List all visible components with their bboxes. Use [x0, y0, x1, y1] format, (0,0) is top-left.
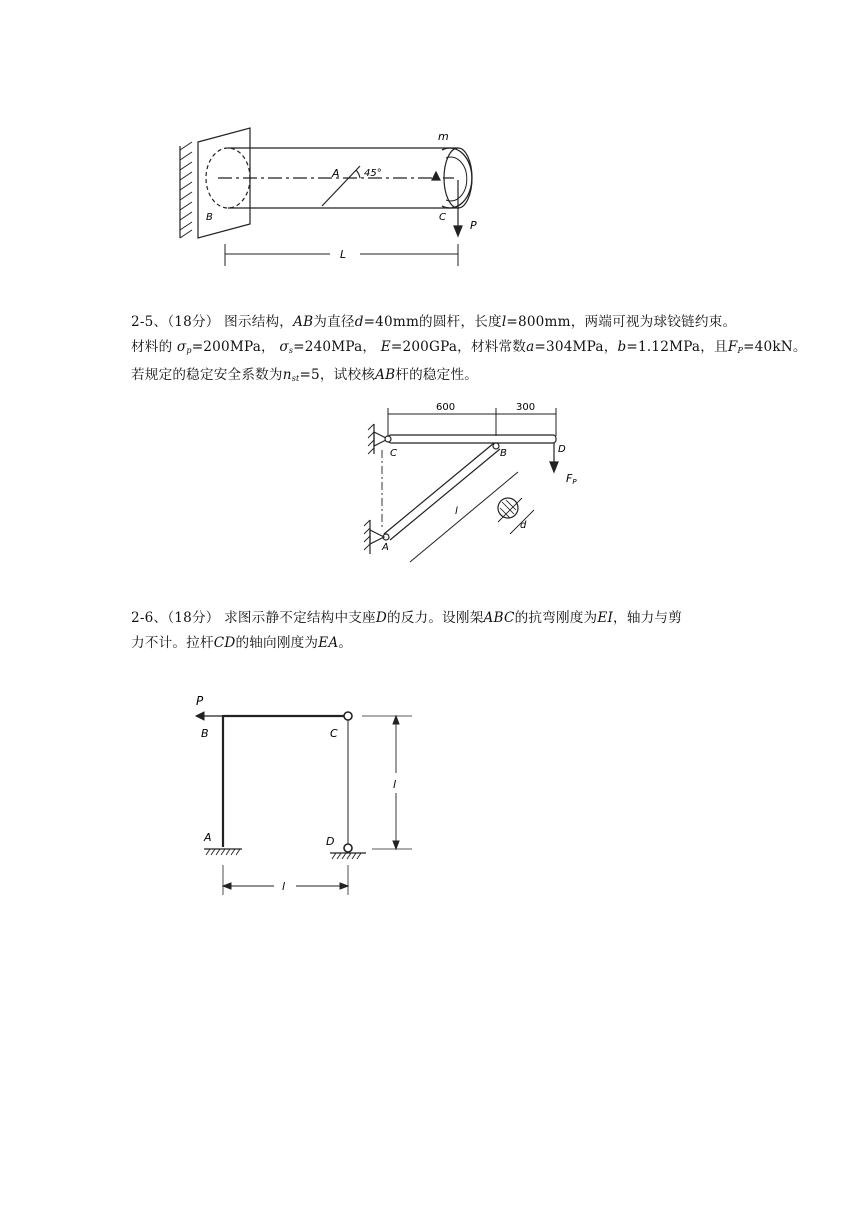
label-p3: P: [196, 694, 204, 708]
problem-2-6-line-1: 2-6、（18分） 求图示静不定结构中支座D的反力。设刚架ABC的抗弯刚度为EI，轴力与剪: [131, 610, 683, 626]
load-f-arrowhead: [550, 462, 558, 472]
load-p-arrowhead-3: [196, 712, 204, 720]
strut-ab-edge-1: [384, 443, 494, 534]
label-b: B: [206, 212, 213, 223]
torque-arrowhead: [432, 172, 440, 180]
figure-2-strut-structure: [360, 398, 585, 566]
figure-3-frame: [190, 685, 420, 900]
label-d2: D: [558, 444, 566, 455]
problem-2-5-text: [131, 310, 807, 391]
hinge-d: [344, 844, 352, 852]
problem-2-6-line-2: 力不计。拉杆CD的轴向刚度为EA。: [131, 635, 353, 651]
label-c3: C: [330, 727, 338, 740]
label-p: P: [470, 219, 477, 232]
label-c: C: [439, 212, 446, 223]
dim-l-strut: [410, 472, 518, 562]
load-p-arrowhead: [454, 226, 462, 236]
label-m: m: [438, 130, 449, 143]
problem-2-5-line-2: 材料的 $\sigma_p=200MPa$， $\sigma_s=240MPa$， E=200GPa，材料常数a=304MPa，b=1.12MPa，且$F_P=40kN$。: [131, 339, 807, 355]
dim-600: 600: [436, 402, 456, 413]
label-a: A: [332, 167, 340, 180]
label-b3: B: [201, 727, 209, 740]
dim-300: 300: [516, 402, 536, 413]
label-d-dim: d: [520, 520, 527, 531]
pin-b: [493, 443, 499, 449]
beam-cd: [388, 435, 556, 443]
label-l: L: [340, 248, 347, 261]
label-l2: l: [455, 506, 458, 517]
wall-hatching: [180, 142, 192, 238]
pin-c: [385, 436, 391, 442]
problem-2-5-line-1: 2-5、（18分） 图示结构，AB为直径d=40mm的圆杆，长度l=800mm，两端可视为球铰链约束。: [131, 314, 737, 330]
figure-1-cantilever-bar: [170, 120, 500, 270]
angle-arc: [356, 170, 360, 178]
angle-45-line: [322, 166, 360, 206]
label-a2: A: [382, 542, 389, 553]
label-b2: B: [500, 448, 507, 459]
problem-2-5-line-3: 若规定的稳定安全系数为$n_{st}=5$，试校核AB杆的稳定性。: [131, 367, 479, 383]
torque-m-inner: [446, 157, 467, 201]
label-d3: D: [326, 835, 335, 848]
label-a3: A: [204, 831, 212, 844]
label-f: FP: [566, 472, 577, 486]
label-c2: C: [390, 448, 397, 459]
hinge-c: [344, 712, 352, 720]
strut-ab-edge-2: [390, 449, 500, 540]
label-l-vert: l: [393, 778, 397, 791]
label-angle: 45°: [364, 168, 382, 179]
problem-2-6-text: [131, 606, 741, 656]
label-l-horiz: l: [282, 880, 286, 893]
